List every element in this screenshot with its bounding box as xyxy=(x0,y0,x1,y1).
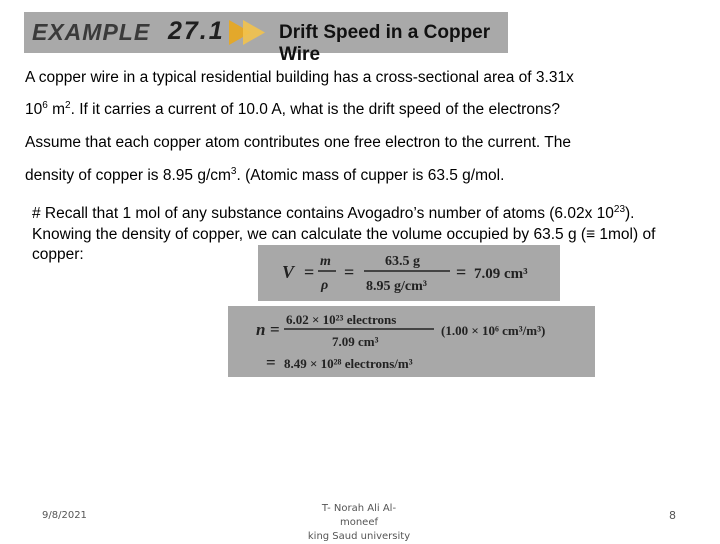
problem-line-3: Assume that each copper atom contributes one free electron to the current. The xyxy=(25,134,571,151)
eq2-result: 8.49 × 10²⁸ electrons/m³ xyxy=(284,356,413,371)
eq2-frac-num: 6.02 × 10²³ electrons xyxy=(286,312,397,327)
footer-date: 9/8/2021 xyxy=(42,510,87,521)
volume-equation-graphic xyxy=(258,245,560,301)
eq1-result: 7.09 cm³ xyxy=(474,266,528,282)
problem-line-2: $10^6$ $m^2$. If it carries a current of 10.0 A, what is the drift speed of the electrons? xyxy=(25,100,560,118)
svg-text:=: = xyxy=(270,320,280,339)
svg-text:=: = xyxy=(266,353,276,372)
volume-equation xyxy=(258,245,560,301)
electron-density-equation xyxy=(228,306,595,377)
electron-density-equation-graphic xyxy=(228,306,595,377)
svg-text:=: = xyxy=(344,262,355,282)
footer-author xyxy=(303,502,415,544)
footer-author-name: T- Norah Ali Al- moneef xyxy=(321,503,397,528)
eq2-frac-den: 7.09 cm³ xyxy=(332,334,379,349)
eq1-lhs: V xyxy=(282,262,295,282)
recall-paragraph: # Recall that 1 mol of any substance contains Avogadro’s number of atoms (6.02x $10^{23}$). Knowing the density of copper, we can calculate the volume occupied by 63.5 g (≡ 1mol) of copper: xyxy=(32,204,656,263)
svg-text:=: = xyxy=(456,262,467,282)
example-banner xyxy=(24,12,508,65)
problem-line-4: density of copper is 8.95 $g/cm^3$. (Atomic mass of cupper is 63.5 g/mol. xyxy=(25,166,505,184)
eq1-frac2-den: 8.95 g/cm³ xyxy=(366,279,427,294)
eq1-frac2-num: 63.5 g xyxy=(385,254,420,269)
eq2-lhs: n xyxy=(256,320,266,339)
arrow-icon xyxy=(229,12,269,53)
svg-text:=: = xyxy=(304,262,315,282)
example-title: Drift Speed in a Copper Wire xyxy=(279,22,491,65)
eq1-frac1-num: m xyxy=(320,254,331,269)
example-number: 27.1 xyxy=(168,17,225,45)
problem-line-1: A copper wire in a typical residential building has a cross-sectional area of 3.31x xyxy=(25,69,574,86)
page-number: 8 xyxy=(669,509,676,522)
eq1-frac1-den: ρ xyxy=(321,278,329,293)
eq2-factor: (1.00 × 10⁶ cm³/m³) xyxy=(441,323,546,338)
footer-author-affiliation: king Saud university xyxy=(307,531,411,542)
example-label: EXAMPLE xyxy=(32,19,151,45)
